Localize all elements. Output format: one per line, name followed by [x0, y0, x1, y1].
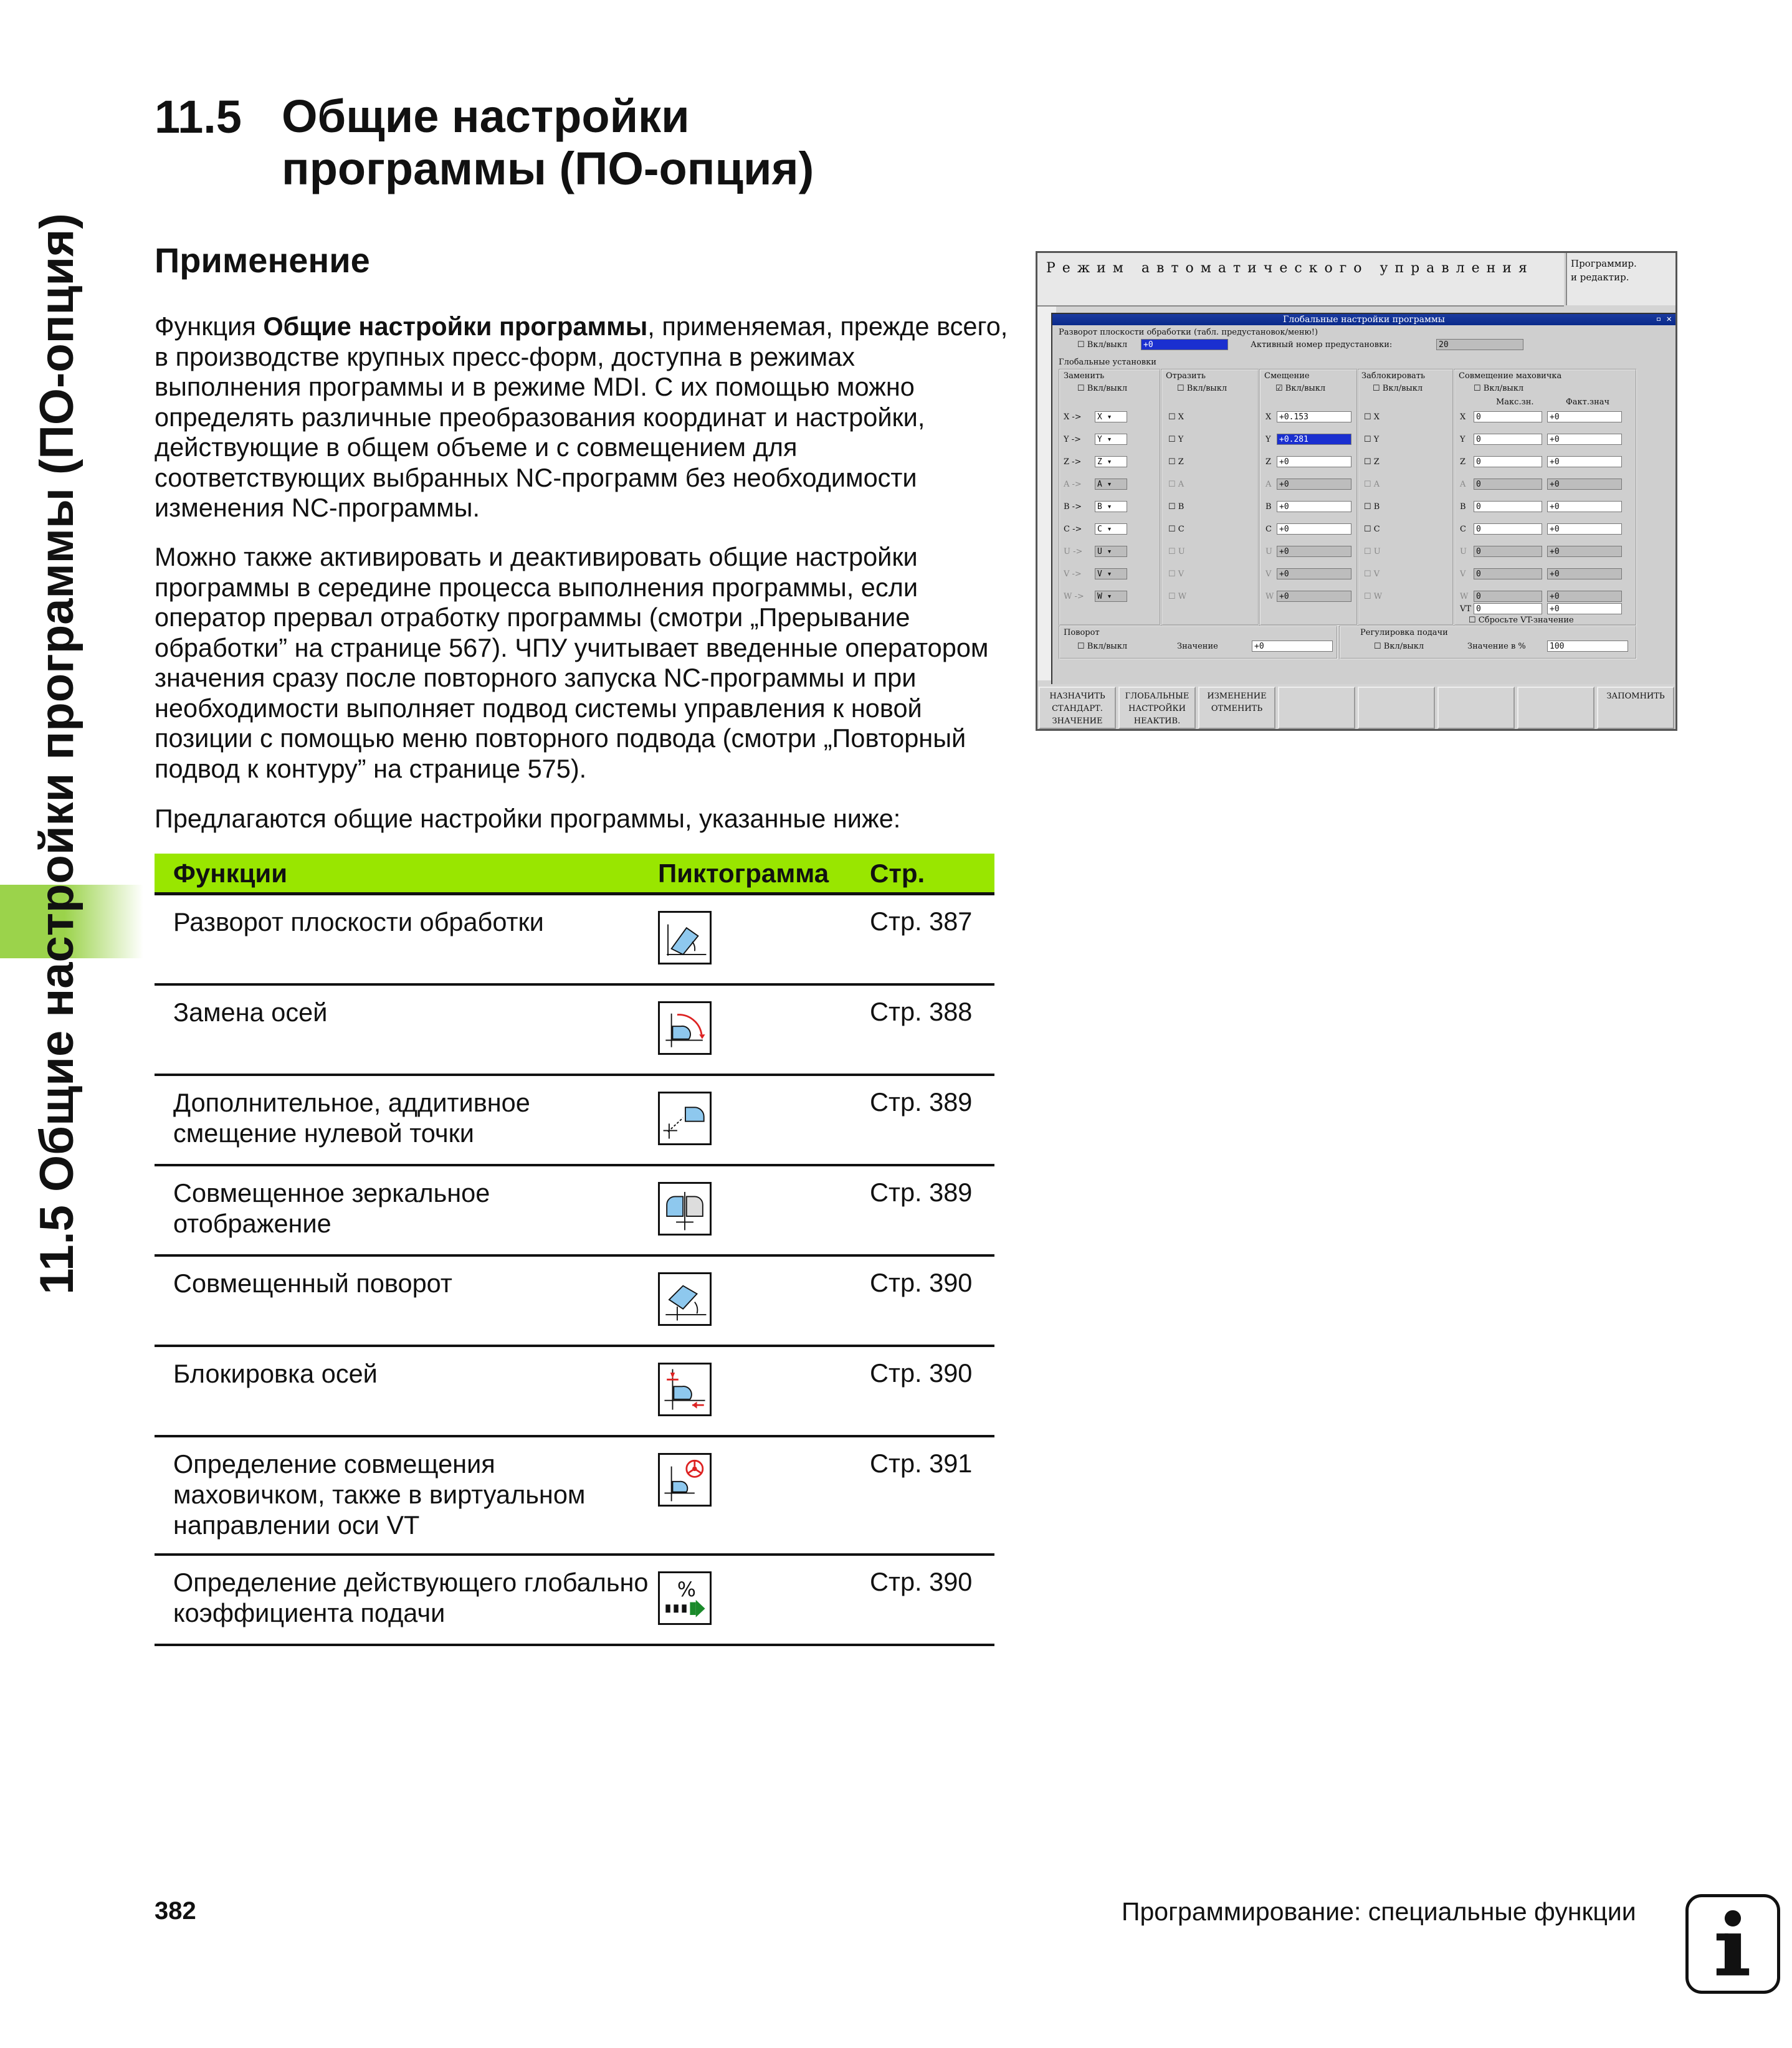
handwheel-actual-field[interactable]: +0	[1547, 434, 1622, 445]
replace-group	[1059, 369, 1161, 626]
lock-axis-checkbox[interactable]: ☐ V	[1364, 569, 1380, 579]
handwheel-actual-field[interactable]: +0	[1547, 479, 1622, 490]
replace-axis-select[interactable]: V ▾	[1095, 568, 1127, 579]
paragraph-3: Предлагаются общие настройки программы, указанные ниже:	[155, 804, 901, 833]
row-page: Стр. 388	[870, 997, 973, 1026]
mirror-axis-checkbox[interactable]: ☐ Z	[1168, 457, 1184, 467]
mirror-icon	[658, 1182, 712, 1236]
rotation-value-label: Значение	[1177, 642, 1218, 651]
replace-axis-label: Y ->	[1064, 435, 1081, 444]
handwheel-max-field[interactable]: 0	[1474, 568, 1542, 579]
mirror-axis-checkbox[interactable]: ☐ Y	[1168, 435, 1184, 444]
row-page: Стр. 389	[870, 1178, 973, 1207]
mirror-label: Отразить	[1166, 371, 1206, 381]
shift-axis-label: V	[1265, 569, 1272, 579]
axis-lock-icon	[658, 1363, 712, 1416]
mirror-axis-checkbox[interactable]: ☐ W	[1168, 592, 1187, 601]
mirror-axis-checkbox[interactable]: ☐ B	[1168, 502, 1184, 512]
handwheel-onoff-checkbox[interactable]: ☐ Вкл/выкл	[1474, 384, 1524, 393]
cancel-change-softkey[interactable]: ИЗМЕНЕНИЕ ОТМЕНИТЬ	[1198, 687, 1275, 729]
replace-axis-select[interactable]: B ▾	[1095, 501, 1127, 512]
table-row	[155, 1166, 994, 1257]
handwheel-axis-label: V	[1460, 569, 1466, 579]
mirror-axis-checkbox[interactable]: ☐ C	[1168, 525, 1184, 534]
mode-header	[1037, 253, 1564, 307]
side-chapter-title: 11.5 Общие настройки программы (ПО-опция)	[31, 213, 83, 1295]
table-row	[155, 986, 994, 1076]
row-page: Стр. 390	[870, 1268, 973, 1297]
replace-axis-label: A ->	[1064, 480, 1082, 489]
vt-label: VT	[1460, 604, 1472, 614]
close-icon[interactable]: ▫ ✕	[1656, 314, 1672, 324]
mode-label-1: Программир.	[1571, 258, 1637, 269]
shift-axis-label: Z	[1265, 457, 1272, 467]
shift-axis-label: U	[1265, 547, 1272, 556]
handwheel-actual-field[interactable]: +0	[1547, 411, 1622, 422]
lock-axis-checkbox[interactable]: ☐ U	[1364, 547, 1381, 556]
mode-title: Режим автоматического управления	[1046, 260, 1534, 276]
shift-group	[1259, 369, 1358, 626]
row-function: Дополнительное, аддитивное смещение нулевой точки	[173, 1088, 530, 1148]
replace-axis-select[interactable]: X ▾	[1095, 411, 1127, 422]
shift-value-field[interactable]: +0	[1277, 568, 1351, 579]
tilt-plane-icon	[658, 911, 712, 964]
shift-axis-label: B	[1265, 502, 1272, 512]
rotation-value-field[interactable]: +0	[1252, 641, 1333, 652]
shift-label: Смещение	[1264, 371, 1310, 381]
feed-label: Регулировка подачи	[1360, 628, 1448, 637]
handwheel-axis-label: A	[1460, 480, 1466, 489]
table-header	[155, 854, 994, 895]
vt-max-field[interactable]: 0	[1474, 603, 1542, 614]
shift-axis-label: C	[1265, 525, 1272, 534]
shift-value-field[interactable]: +0	[1277, 479, 1351, 490]
row-function: Совмещенное зеркальное отображение	[173, 1178, 490, 1238]
section-title: Общие настройки программы (ПО-опция)	[282, 90, 814, 194]
handwheel-group	[1454, 369, 1637, 626]
row-function: Разворот плоскости обработки	[173, 907, 544, 936]
row-page: Стр. 391	[870, 1449, 973, 1478]
handwheel-max-field[interactable]: 0	[1474, 411, 1542, 422]
lock-axis-checkbox[interactable]: ☐ X	[1364, 412, 1380, 422]
replace-axis-label: Z ->	[1064, 457, 1082, 467]
replace-axis-select[interactable]: Z ▾	[1095, 456, 1127, 467]
chapter-footer: Программирование: специальные функции	[1122, 1897, 1636, 1926]
shift-value-field[interactable]: +0	[1277, 501, 1351, 512]
axis-swap-icon	[658, 1001, 712, 1055]
handwheel-max-field[interactable]: 0	[1474, 523, 1542, 535]
replace-axis-select[interactable]: W ▾	[1095, 591, 1127, 602]
global-settings-label: Глобальные установки	[1059, 358, 1156, 367]
row-page: Стр. 389	[870, 1087, 973, 1117]
preset-value: 20	[1436, 339, 1523, 350]
handwheel-actual-field[interactable]: +0	[1547, 546, 1622, 557]
shift-axis-label: A	[1265, 480, 1272, 489]
shift-value-field[interactable]: +0	[1277, 456, 1351, 467]
row-function: Замена осей	[173, 998, 328, 1027]
mirror-axis-checkbox[interactable]: ☐ U	[1168, 547, 1185, 556]
handwheel-max-field[interactable]: 0	[1474, 434, 1542, 445]
empty-softkey[interactable]	[1278, 687, 1355, 729]
vt-actual-field[interactable]: +0	[1547, 603, 1622, 614]
mirror-axis-checkbox[interactable]: ☐ X	[1168, 412, 1184, 422]
lock-axis-checkbox[interactable]: ☐ B	[1364, 502, 1380, 512]
handwheel-max-field[interactable]: 0	[1474, 501, 1542, 512]
table-row	[155, 1076, 994, 1166]
handwheel-actual-field[interactable]: +0	[1547, 501, 1622, 512]
handwheel-axis-label: Y	[1460, 435, 1466, 444]
svg-text:%: %	[677, 1579, 696, 1602]
row-page: Стр. 387	[870, 907, 973, 936]
tilt-value-field[interactable]: +0	[1141, 339, 1228, 350]
paragraph-2: Можно также активировать и деактивировать общие настройки программы в середине процесса выполнения программы, если оператор прервал отработку программы (смотри „Прерывание обработки” на странице 567). ЧПУ учитывает введенные оператором значения сразу после повторного запуска NC-программы и при необходимости выполняет подвод системы управления к новой позиции с помощью меню повторного подвода (смотри „Повторный подвод к контуру” на странице 575).	[155, 542, 989, 783]
handwheel-icon	[658, 1453, 712, 1507]
lock-axis-checkbox[interactable]: ☐ Y	[1364, 435, 1380, 444]
preset-label: Активный номер предустановки:	[1251, 340, 1393, 350]
rotation-icon	[658, 1272, 712, 1326]
feed-onoff-checkbox[interactable]: ☐ Вкл/выкл	[1374, 642, 1424, 651]
replace-axis-label: U ->	[1064, 547, 1083, 556]
table-row	[155, 1437, 994, 1556]
mirror-axis-checkbox[interactable]: ☐ V	[1168, 569, 1184, 579]
lock-axis-checkbox[interactable]: ☐ W	[1364, 592, 1383, 601]
table-row	[155, 895, 994, 986]
dialog-title: Глобальные настройки программы	[1052, 314, 1675, 325]
info-icon	[1685, 1894, 1780, 1994]
hw-actual-header: Факт.знач	[1566, 398, 1610, 407]
handwheel-actual-field[interactable]: +0	[1547, 523, 1622, 535]
header-icon: Пиктограмма	[658, 859, 829, 888]
shift-axis-label: W	[1265, 592, 1274, 601]
handwheel-axis-label: W	[1460, 592, 1469, 601]
lock-group	[1358, 369, 1454, 626]
mirror-axis-checkbox[interactable]: ☐ A	[1168, 480, 1184, 489]
header-functions: Функции	[173, 859, 288, 888]
rotation-onoff-checkbox[interactable]: ☐ Вкл/выкл	[1077, 642, 1128, 651]
handwheel-axis-label: C	[1460, 525, 1466, 534]
replace-axis-select[interactable]: A ▾	[1095, 479, 1127, 490]
lock-label: Заблокировать	[1361, 371, 1426, 381]
replace-axis-select[interactable]: U ▾	[1095, 546, 1127, 557]
handwheel-label: Совмещение маховичка	[1459, 371, 1562, 381]
paragraph-1: Функция Общие настройки программы, применяемая, прежде всего, в производстве крупных пресс-форм, доступна в режимах выполнения программы и в режиме MDI. С их помощью можно определять различные преобразования координат и настройки, действующие в общем объеме и с совмещением для соответствующих выбранных NC-программ без необходимости изменения NC-программы.	[155, 312, 1008, 522]
replace-axis-label: W ->	[1064, 592, 1084, 601]
table-row	[155, 1347, 994, 1437]
lock-axis-checkbox[interactable]: ☐ Z	[1364, 457, 1380, 467]
shift-axis-label: Y	[1265, 435, 1271, 444]
handwheel-max-field[interactable]: 0	[1474, 591, 1542, 602]
programming-mode-button[interactable]	[1566, 253, 1675, 305]
global-settings-dialog	[1051, 313, 1677, 687]
lock-onoff-checkbox[interactable]: ☐ Вкл/выкл	[1373, 384, 1423, 393]
feed-value-field[interactable]: 100	[1547, 641, 1628, 652]
replace-onoff-checkbox[interactable]: ☐ Вкл/выкл	[1077, 384, 1128, 393]
datum-shift-icon	[658, 1092, 712, 1145]
shift-value-field[interactable]: +0.281	[1277, 434, 1351, 445]
handwheel-max-field[interactable]: 0	[1474, 546, 1542, 557]
feed-value-label: Значение в %	[1467, 642, 1526, 651]
tnc-screenshot	[1036, 251, 1677, 731]
table-row	[155, 1556, 994, 1646]
tilt-label: Разворот плоскости обработки (табл. предустановок/меню!)	[1059, 328, 1318, 337]
row-function: Определение действующего глобально коэффициента подачи	[173, 1568, 649, 1627]
shift-value-field[interactable]: +0	[1277, 546, 1351, 557]
shift-value-field[interactable]: +0	[1277, 523, 1351, 535]
shift-value-field[interactable]: +0.153	[1277, 411, 1351, 422]
header-page: Стр.	[870, 859, 925, 888]
section-number: 11.5	[155, 91, 242, 143]
handwheel-actual-field[interactable]: +0	[1547, 591, 1622, 602]
handwheel-axis-label: X	[1460, 412, 1466, 422]
shift-axis-label: X	[1265, 412, 1272, 422]
mirror-onoff-checkbox[interactable]: ☐ Вкл/выкл	[1177, 384, 1227, 393]
row-page: Стр. 390	[870, 1358, 973, 1388]
row-function: Совмещенный поворот	[173, 1269, 452, 1298]
handwheel-actual-field[interactable]: +0	[1547, 456, 1622, 467]
replace-axis-select[interactable]: C ▾	[1095, 523, 1127, 535]
softkey-bar	[1037, 684, 1677, 731]
table-row	[155, 1257, 994, 1347]
shift-value-field[interactable]: +0	[1277, 591, 1351, 602]
lock-axis-checkbox[interactable]: ☐ C	[1364, 525, 1380, 534]
shift-onoff-checkbox[interactable]: ☑ Вкл/выкл	[1275, 384, 1326, 393]
save-softkey[interactable]: ЗАПОМНИТЬ	[1597, 687, 1674, 729]
mirror-group	[1161, 369, 1259, 626]
replace-axis-label: C ->	[1064, 525, 1082, 534]
replace-label: Заменить	[1064, 371, 1105, 381]
handwheel-axis-label: B	[1460, 502, 1466, 512]
row-page: Стр. 390	[870, 1567, 973, 1596]
replace-axis-label: V ->	[1064, 569, 1082, 579]
rotation-label: Поворот	[1064, 628, 1100, 637]
row-function: Определение совмещения маховичком, также в виртуальном направлении оси VT	[173, 1449, 586, 1540]
lock-axis-checkbox[interactable]: ☐ A	[1364, 480, 1380, 489]
subheading: Применение	[155, 241, 370, 280]
handwheel-axis-label: Z	[1460, 457, 1466, 467]
replace-axis-select[interactable]: Y ▾	[1095, 434, 1127, 445]
deactivate-global-softkey[interactable]: ГЛОБАЛЬНЫЕ НАСТРОЙКИ НЕАКТИВ.	[1118, 687, 1196, 729]
empty-softkey[interactable]	[1437, 687, 1515, 729]
handwheel-max-field[interactable]: 0	[1474, 479, 1542, 490]
handwheel-axis-label: U	[1460, 547, 1467, 556]
hw-max-header: Макс.зн.	[1496, 398, 1534, 407]
handwheel-actual-field[interactable]: +0	[1547, 568, 1622, 579]
row-function: Блокировка осей	[173, 1359, 378, 1388]
vt-reset-checkbox[interactable]: ☐ Сбросьте VT-значение	[1469, 616, 1574, 625]
feed-rate-icon	[658, 1571, 712, 1625]
page-number: 382	[155, 1897, 196, 1925]
replace-axis-label: X ->	[1064, 412, 1082, 422]
handwheel-max-field[interactable]: 0	[1474, 456, 1542, 467]
empty-softkey[interactable]	[1358, 687, 1435, 729]
tilt-onoff-checkbox[interactable]: ☐ Вкл/выкл	[1077, 340, 1128, 350]
replace-axis-label: B ->	[1064, 502, 1082, 512]
mode-label-2: и редактир.	[1571, 272, 1629, 283]
functions-table	[155, 854, 994, 1646]
set-default-softkey[interactable]: НАЗНАЧИТЬ СТАНДАРТ. ЗНАЧЕНИЕ	[1039, 687, 1116, 729]
empty-softkey[interactable]	[1517, 687, 1594, 729]
